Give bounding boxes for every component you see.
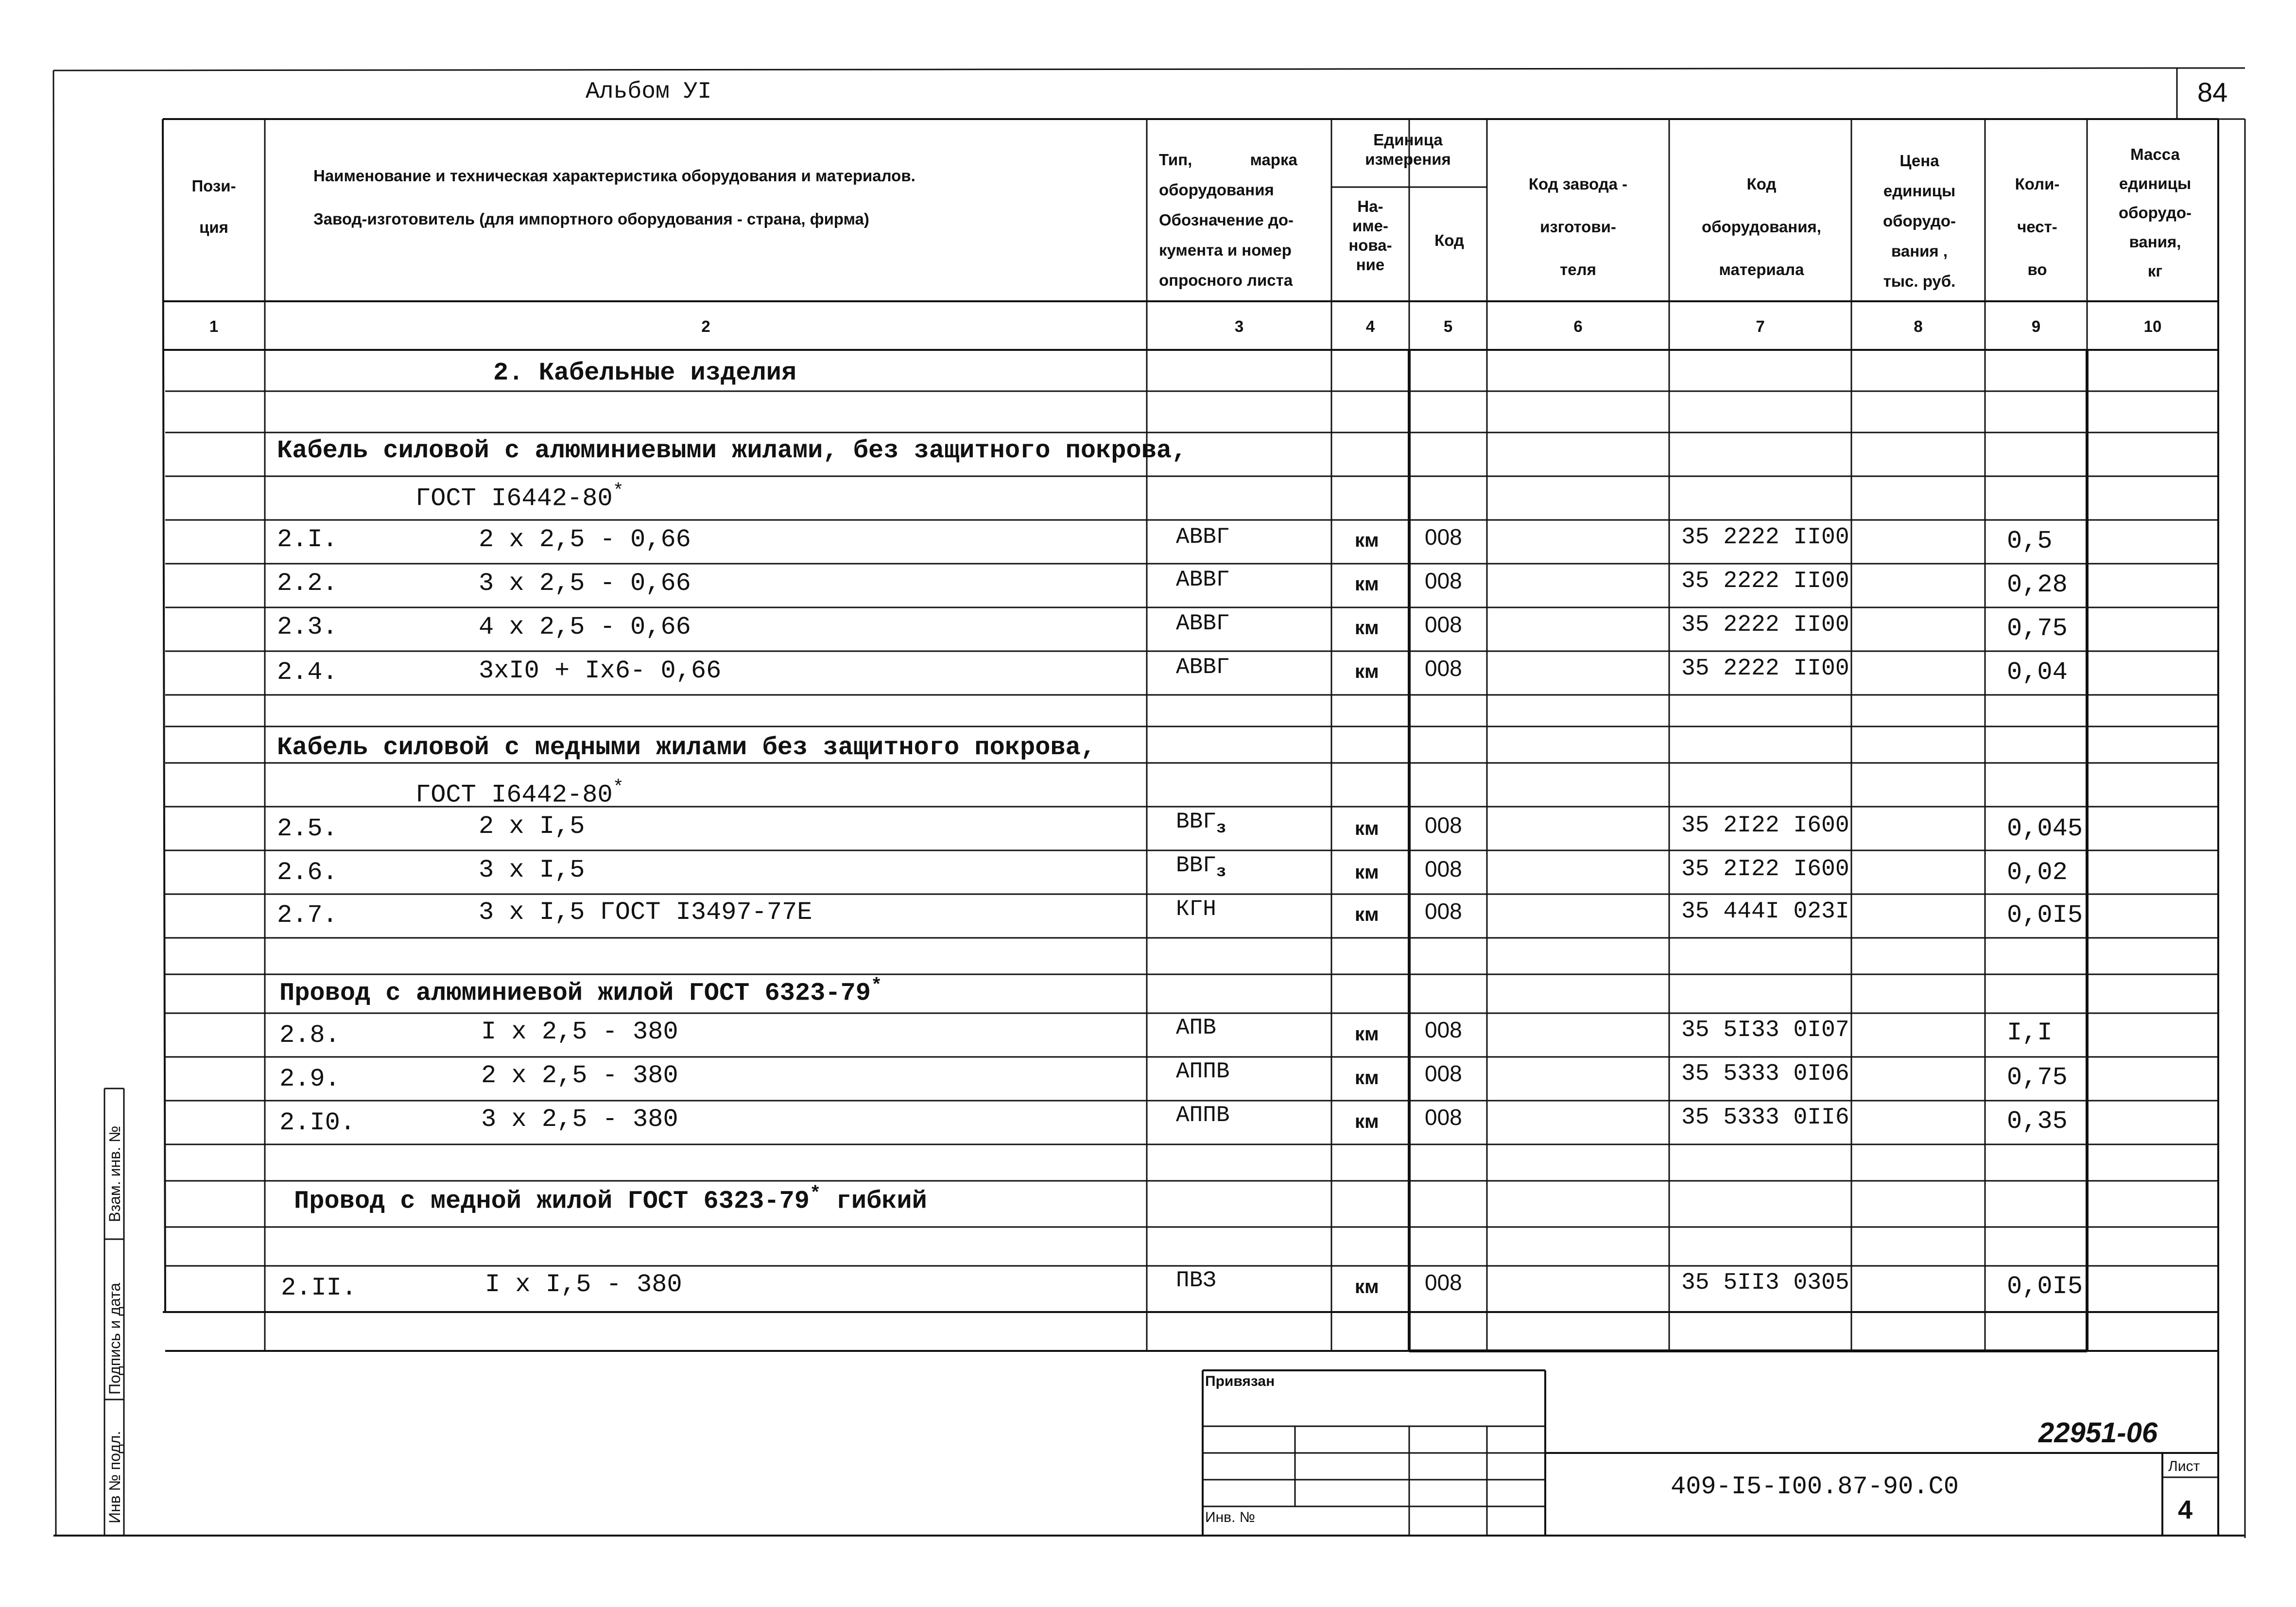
row-equip-code: 35 2I22 I600 [1681, 812, 1849, 839]
group-title: Провод с алюминиевой жилой ГОСТ 6323-79* [279, 975, 882, 1008]
group-title: Провод с медной жилой ГОСТ 6323-79* гибкий [294, 1183, 927, 1216]
row-position: 2.I0. [279, 1108, 356, 1137]
row-qty: I,I [2007, 1019, 2053, 1047]
row-position: 2.I. [277, 525, 338, 554]
row-code: 008 [1425, 612, 1462, 637]
title-block-privyazan: Привязан [1205, 1373, 1275, 1389]
row-code: 008 [1425, 812, 1462, 838]
group-standard: ГОСТ I6442-80* [415, 777, 624, 810]
row-type: КГН [1176, 897, 1216, 922]
col-header-equip-code: Код оборудования, материала [1702, 175, 1821, 278]
row-position: 2.5. [277, 814, 338, 843]
row-position: 2.4. [277, 658, 338, 687]
row-type: $ВВГ_з$ [1176, 809, 1226, 838]
row-type: АВВГ [1176, 524, 1230, 550]
row-code: 008 [1425, 524, 1462, 550]
row-unit: км [1355, 1276, 1379, 1297]
side-stamp-inv-podl: Инв № подл. [106, 1431, 123, 1523]
row-unit: км [1355, 818, 1379, 839]
row-code: 008 [1425, 1270, 1462, 1295]
col-header-pos: Пози- ция [191, 177, 236, 236]
group-standard: ГОСТ I6442-80* [415, 481, 624, 513]
row-equip-code: 35 5II3 0305 [1681, 1270, 1849, 1296]
title-block-inv-no: Инв. № [1205, 1509, 1255, 1525]
row-unit: км [1355, 862, 1379, 883]
row-equip-code: 35 5I33 0I07 [1681, 1017, 1849, 1043]
row-qty: 0,0I5 [2007, 901, 2083, 930]
row-equip-code: 35 444I 023I [1681, 899, 1849, 925]
col-header-unit-code: Код [1434, 231, 1464, 249]
row-type: ПВЗ [1176, 1268, 1216, 1293]
col-header-type: Тип, марка оборудования Обозначение до- кумента и номер опросного листа [1159, 151, 1297, 289]
row-type: АПВ [1176, 1015, 1216, 1040]
row-position: 2.3. [277, 613, 338, 641]
row-equip-code: 35 5333 0II6 [1681, 1105, 1849, 1131]
group-title: Кабель силовой с медными жилами без защитного покрова, [277, 733, 1096, 762]
album-label: Альбом УI [586, 79, 712, 105]
row-code: 008 [1425, 568, 1462, 593]
row-spec: 2 х I,5 [479, 812, 585, 841]
row-type: АВВГ [1176, 567, 1230, 592]
row-position: 2.6. [277, 858, 338, 887]
col-header-name: Наименование и техническая характеристика оборудования и материалов. Завод-изготовитель (для импортного оборудования - страна, фирма) [313, 167, 915, 228]
row-position: 2.II. [281, 1274, 357, 1302]
row-qty: 0,045 [2007, 814, 2083, 843]
row-equip-code: 35 2222 II00 [1681, 524, 1849, 551]
col-number: 2 [701, 317, 710, 335]
row-spec: 3 х 2,5 - 380 [481, 1105, 678, 1134]
document-code: 409-I5-I00.87-90.C0 [1671, 1472, 1959, 1501]
col-number: 1 [209, 317, 219, 335]
row-qty: 0,35 [2007, 1107, 2068, 1136]
row-equip-code: 35 5333 0I06 [1681, 1061, 1849, 1087]
side-stamp-podpis: Подпись и дата [106, 1282, 123, 1395]
row-unit: км [1355, 661, 1379, 682]
row-qty: 0,0I5 [2007, 1272, 2083, 1301]
col-header-maker-code: Код завода - изготови- теля [1528, 175, 1628, 278]
row-position: 2.7. [277, 901, 338, 930]
row-type: $ВВГ_з$ [1176, 853, 1226, 882]
col-header-qty: Коли- чест- во [2015, 175, 2060, 278]
row-code: 008 [1425, 1061, 1462, 1086]
col-header-price: Цена единицы оборудо- вания , тыс. руб. [1882, 152, 1956, 290]
sheet-number: 4 [2178, 1495, 2193, 1524]
col-number: 8 [1914, 317, 1923, 335]
row-type: АППВ [1176, 1103, 1230, 1128]
row-qty: 0,04 [2007, 658, 2068, 687]
row-spec: I х 2,5 - 380 [481, 1018, 678, 1046]
row-type: АППВ [1176, 1059, 1230, 1084]
row-type: АВВГ [1176, 611, 1230, 636]
row-spec: 3 х I,5 [479, 856, 585, 884]
row-type: АВВГ [1176, 655, 1230, 680]
row-qty: 0,75 [2007, 1063, 2068, 1092]
col-number: 10 [2143, 317, 2162, 335]
col-number: 5 [1443, 317, 1453, 335]
section-title: 2. Кабельные изделия [493, 359, 797, 387]
col-number: 4 [1365, 317, 1375, 335]
row-position: 2.2. [277, 569, 338, 598]
side-stamp-vzam: Взам. инв. № [106, 1125, 123, 1222]
row-unit: км [1355, 1023, 1379, 1045]
row-unit: км [1355, 617, 1379, 639]
row-spec: 3хI0 + Iх6- 0,66 [479, 657, 722, 685]
row-position: 2.9. [279, 1065, 340, 1093]
page-number: 84 [2197, 77, 2228, 107]
col-header-mass: Масса единицы оборудо- вания, кг [2118, 145, 2192, 280]
row-spec: 3 х I,5 ГОСТ I3497-77Е [479, 898, 812, 927]
col-header-unit-group: Единица измерения [1365, 131, 1451, 168]
frame-line [53, 68, 2177, 70]
row-spec: I х I,5 - 380 [485, 1270, 682, 1299]
frame-line [53, 70, 56, 1536]
col-number: 7 [1756, 317, 1765, 335]
handwritten-number: 22951-06 [2038, 1417, 2158, 1449]
row-unit: км [1355, 573, 1379, 595]
col-number: 9 [2031, 317, 2041, 335]
col-header-unit-name: На- име- нова- ние [1348, 197, 1392, 274]
row-code: 008 [1425, 1105, 1462, 1130]
sheet-label: Лист [2168, 1458, 2200, 1474]
row-qty: 0,5 [2007, 527, 2053, 555]
row-spec: 3 х 2,5 - 0,66 [479, 569, 691, 598]
row-qty: 0,75 [2007, 614, 2068, 643]
row-spec: 2 х 2,5 - 0,66 [479, 525, 691, 554]
col-number: 3 [1234, 317, 1244, 335]
row-qty: 0,02 [2007, 858, 2068, 887]
row-equip-code: 35 2222 II00 [1681, 612, 1849, 638]
row-qty: 0,28 [2007, 570, 2068, 599]
row-unit: км [1355, 530, 1379, 551]
row-code: 008 [1425, 1017, 1462, 1042]
table-border [163, 119, 165, 1312]
row-equip-code: 35 2I22 I600 [1681, 856, 1849, 882]
group-title: Кабель силовой с алюминиевыми жилами, без защитного покрова, [277, 436, 1187, 465]
row-unit: км [1355, 1111, 1379, 1132]
row-unit: км [1355, 1067, 1379, 1089]
row-code: 008 [1425, 656, 1462, 681]
row-equip-code: 35 2222 II00 [1681, 656, 1849, 682]
row-code: 008 [1425, 856, 1462, 881]
row-spec: 2 х 2,5 - 380 [481, 1061, 678, 1090]
row-code: 008 [1425, 899, 1462, 924]
row-spec: 4 х 2,5 - 0,66 [479, 613, 691, 641]
row-equip-code: 35 2222 II00 [1681, 568, 1849, 594]
col-number: 6 [1573, 317, 1583, 335]
row-unit: км [1355, 904, 1379, 925]
row-position: 2.8. [279, 1021, 340, 1050]
